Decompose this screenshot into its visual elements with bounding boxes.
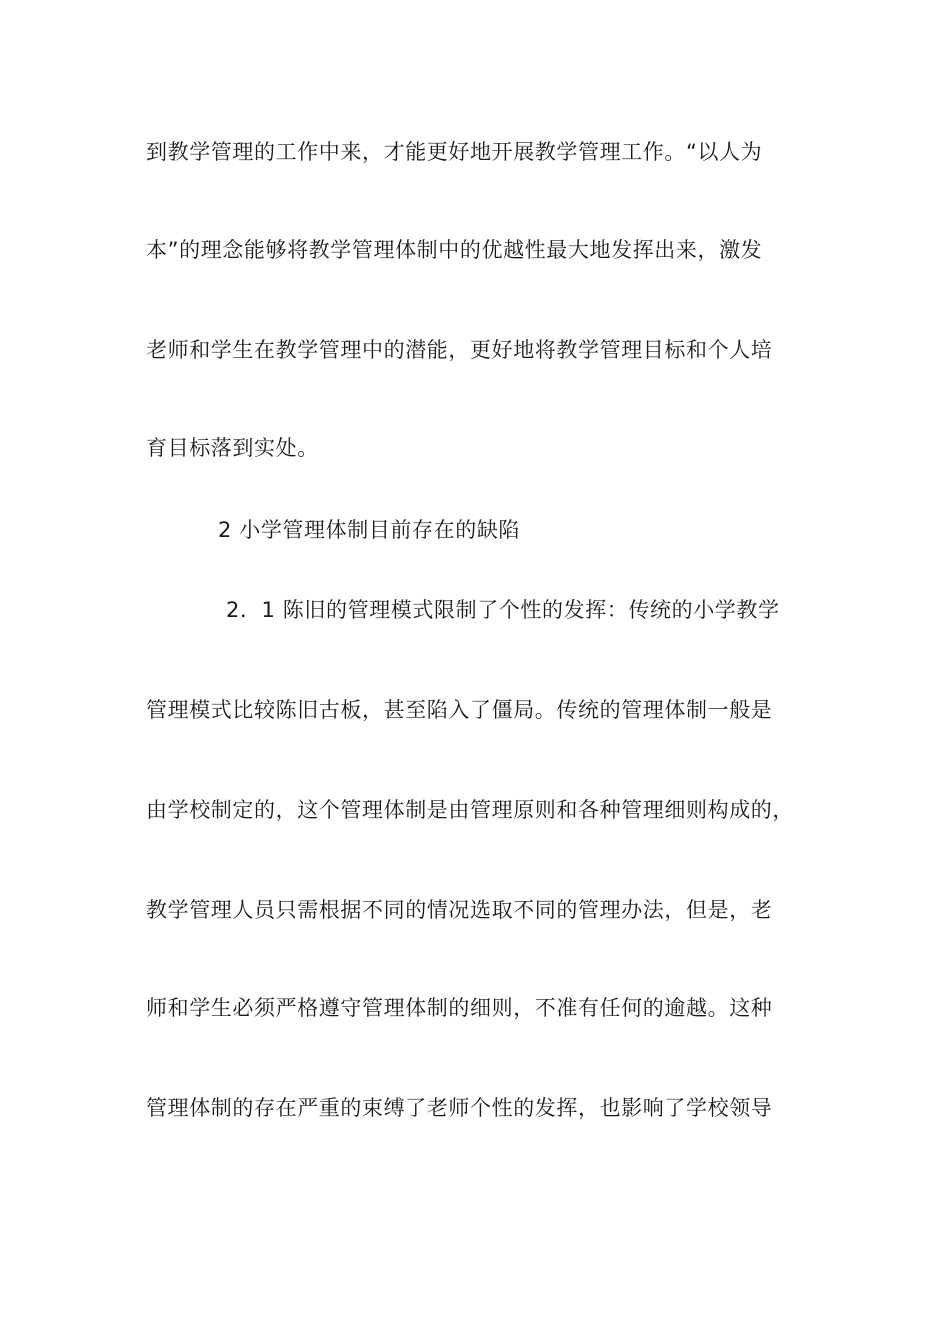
text-line: 管理模式比较陈旧古板，甚至陷入了僵局。传统的管理体制一般是 [146,698,773,722]
text-line: 老师和学生在教学管理中的潜能，更好地将教学管理目标和个人培 [146,338,773,362]
text-line: 教学管理人员只需根据不同的情况选取不同的管理办法，但是，老 [146,898,773,922]
text-line: 管理体制的存在严重的束缚了老师个性的发挥，也影响了学校领导 [146,1096,773,1120]
text-line: 由学校制定的，这个管理体制是由管理原则和各种管理细则构成的， [146,798,794,822]
section-heading: 2 小学管理体制目前存在的缺陷 [218,518,521,542]
text-line: 师和学生必须严格遵守管理体制的细则，不准有任何的逾越。这种 [146,996,773,1020]
text-line: 育目标落到实处。 [146,436,319,460]
text-line: 本”的理念能够将教学管理体制中的优越性最大地发挥出来，激发 [146,238,763,262]
text-line: 2．1 陈旧的管理模式限制了个性的发挥：传统的小学教学 [226,598,780,622]
text-line: 到教学管理的工作中来，才能更好地开展教学管理工作。“以人为 [146,140,763,164]
